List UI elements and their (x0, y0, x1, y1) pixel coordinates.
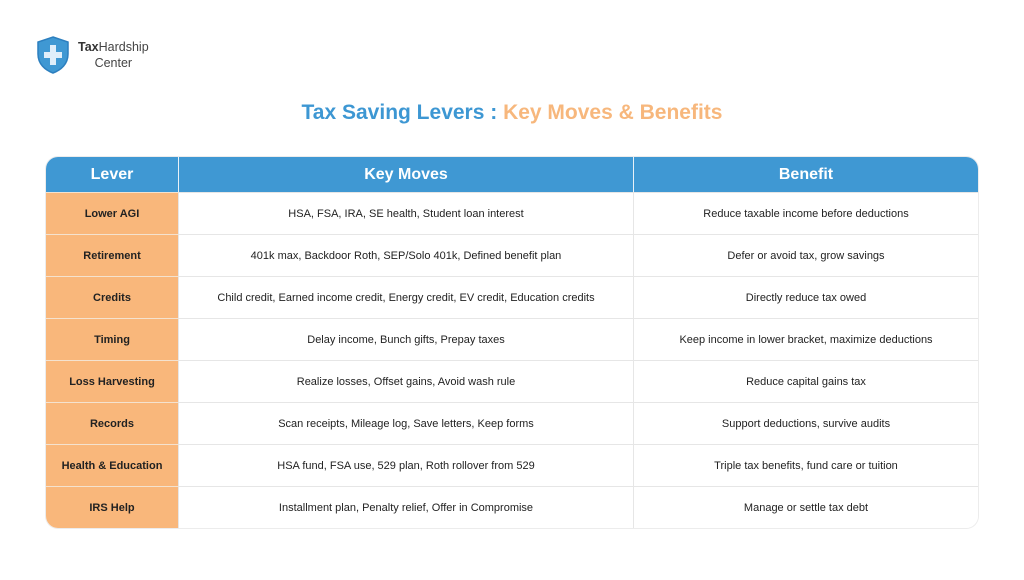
cell-key-moves: Scan receipts, Mileage log, Save letters, Keep forms (179, 402, 634, 444)
cell-benefit: Directly reduce tax owed (634, 276, 978, 318)
table-row (46, 318, 978, 360)
cell-benefit: Defer or avoid tax, grow savings (634, 234, 978, 276)
cell-key-moves: 401k max, Backdoor Roth, SEP/Solo 401k, Defined benefit plan (179, 234, 634, 276)
page-title (0, 101, 1024, 125)
shield-cross-icon (36, 36, 70, 74)
cell-benefit: Support deductions, survive audits (634, 402, 978, 444)
cell-benefit: Reduce capital gains tax (634, 360, 978, 402)
table-header (46, 157, 978, 192)
cell-key-moves: Delay income, Bunch gifts, Prepay taxes (179, 318, 634, 360)
cell-benefit: Manage or settle tax debt (634, 486, 978, 528)
table-row (46, 234, 978, 276)
brand-name (78, 39, 149, 71)
brand-name-bold: Tax (78, 40, 99, 54)
levers-table (46, 157, 978, 528)
cell-benefit: Reduce taxable income before deductions (634, 192, 978, 234)
cell-lever: IRS Help (46, 486, 179, 528)
table-row (46, 192, 978, 234)
cell-key-moves: Child credit, Earned income credit, Energy credit, EV credit, Education credits (179, 276, 634, 318)
cell-lever: Loss Harvesting (46, 360, 179, 402)
brand-logo (36, 36, 149, 74)
table-row (46, 276, 978, 318)
cell-benefit: Keep income in lower bracket, maximize deductions (634, 318, 978, 360)
header-lever: Lever (46, 157, 179, 192)
title-part1: Tax Saving Levers : (301, 101, 504, 124)
brand-name-rest: Hardship (98, 40, 149, 54)
cell-key-moves: Realize losses, Offset gains, Avoid wash rule (179, 360, 634, 402)
table-row (46, 444, 978, 486)
cell-benefit: Triple tax benefits, fund care or tuition (634, 444, 978, 486)
cell-lever: Credits (46, 276, 179, 318)
cell-key-moves: Installment plan, Penalty relief, Offer in Compromise (179, 486, 634, 528)
cell-lever: Records (46, 402, 179, 444)
header-benefit: Benefit (634, 157, 978, 192)
header-key-moves: Key Moves (179, 157, 634, 192)
cell-lever: Lower AGI (46, 192, 179, 234)
cell-lever: Timing (46, 318, 179, 360)
title-part2: Key Moves & Benefits (503, 101, 723, 124)
cell-key-moves: HSA fund, FSA use, 529 plan, Roth rollover from 529 (179, 444, 634, 486)
table-row (46, 402, 978, 444)
cell-lever: Retirement (46, 234, 179, 276)
table-row (46, 486, 978, 528)
table-row (46, 360, 978, 402)
cell-key-moves: HSA, FSA, IRA, SE health, Student loan interest (179, 192, 634, 234)
cell-lever: Health & Education (46, 444, 179, 486)
brand-line2: Center (94, 56, 133, 70)
